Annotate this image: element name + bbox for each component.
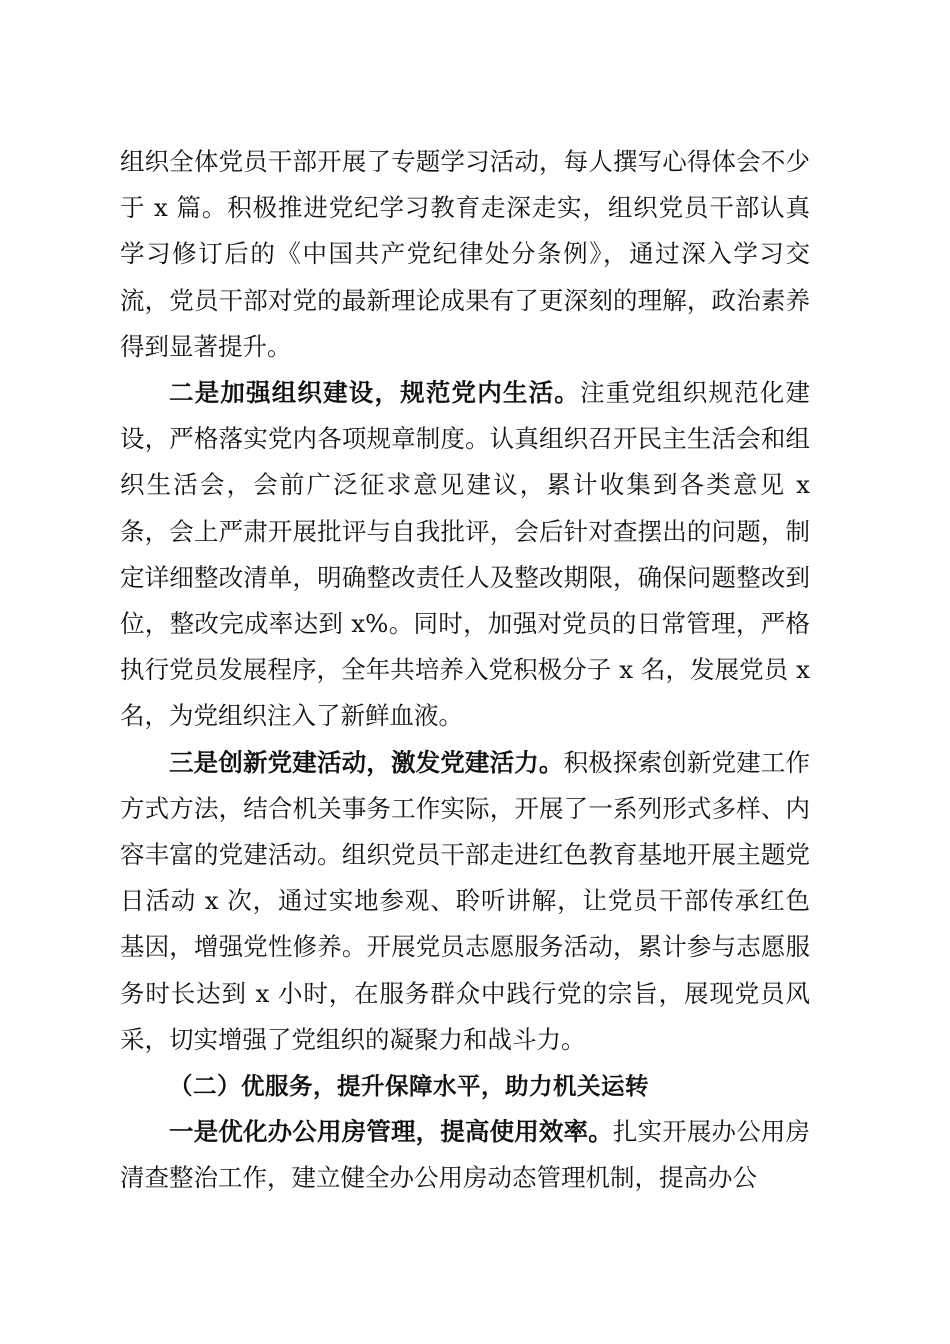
paragraph-3: [120, 740, 810, 1063]
paragraph-1-text: 组织全体党员干部开展了专题学习活动，每人撰写心得体会不少于 x 篇。积极推进党纪学习教育走深走实，组织党员干部认真学习修订后的《中国共产党纪律处分条例》，通过深入学习交流，党员干部对党的最新理论成果有了更深刻的理解，政治素养得到显著提升。: [120, 147, 810, 361]
section-heading: （二）优服务，提升保障水平，助力机关运转: [169, 1072, 649, 1101]
paragraph-4-text: 扎实开展办公用房清查整治工作，建立健全办公用房动态管理机制，提高办公: [120, 1117, 811, 1193]
paragraph-2: [120, 370, 810, 740]
paragraph-4-lead: 一是优化办公用房管理，提高使用效率。: [169, 1117, 613, 1147]
paragraph-3-text: 积极探索创新党建工作方式方法，结合机关事务工作实际，开展了一系列形式多样、内容丰富的党建活动。组织党员干部走进红色教育基地开展主题党日活动 x 次，通过实地参观、聆听讲解，让党员干部传承红色基因，增强党性修养。开展党员志愿服务活动，累计参与志愿服务时长达到 x 小时，在服务群众中践行党的宗旨，展现党员风采，切实增强了党组织的凝聚力和战斗力。: [120, 747, 811, 1054]
paragraph-1: [120, 139, 810, 370]
paragraph-4: [120, 1109, 810, 1201]
document-body: [120, 139, 810, 1202]
paragraph-2-text: 注重党组织规范化建设，严格落实党内各项规章制度。认真组织召开民主生活会和组织生活会，会前广泛征求意见建议，累计收集到各类意见 x 条，会上严肃开展批评与自我批评，会后针对查摆出的问题，制定详细整改清单，明确整改责任人及整改期限，确保问题整改到位，整改完成率达到 x%。同时，加强对党员的日常管理，严格执行党员发展程序，全年共培养入党积极分子 x 名，发展党员 x 名，为党组织注入了新鲜血液。: [120, 378, 810, 731]
paragraph-2-lead: 二是加强组织建设，规范党内生活。: [169, 378, 580, 408]
paragraph-3-lead: 三是创新党建活动，激发党建活力。: [169, 747, 564, 777]
